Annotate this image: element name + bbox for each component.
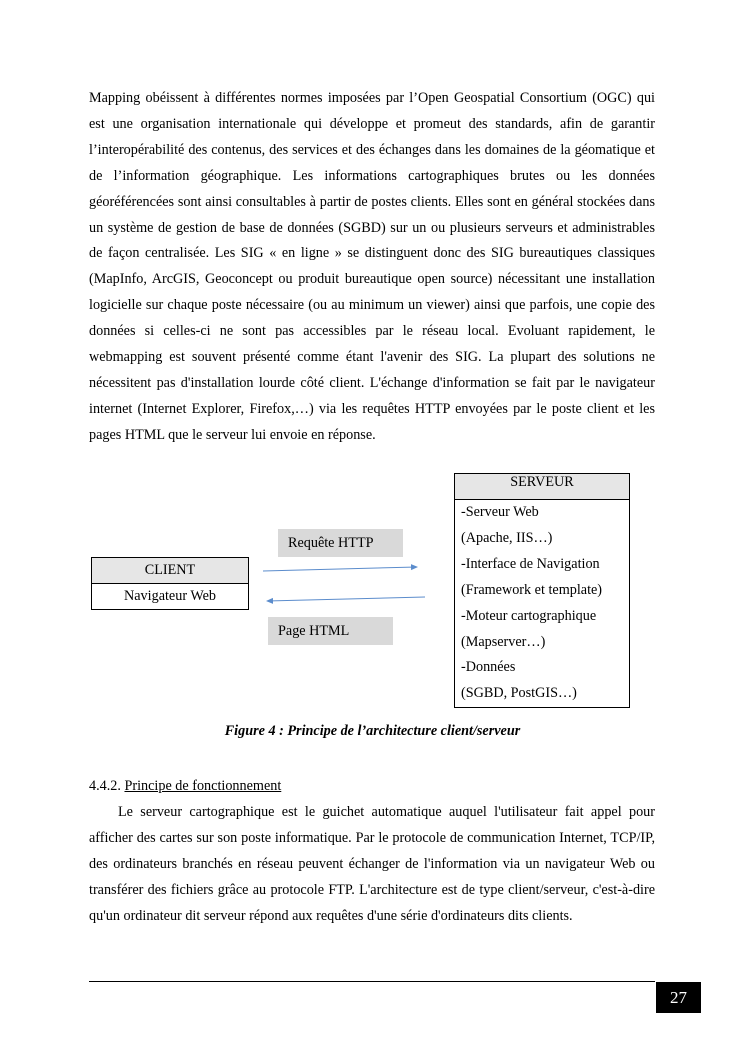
- footer-divider: [89, 981, 655, 982]
- figure-caption: Figure 4 : Principe de l’architecture client/serveur: [224, 723, 521, 739]
- section-title: Principe de fonctionnement: [124, 778, 282, 794]
- server-item: (Apache, IIS…): [461, 529, 553, 546]
- server-component-list: [455, 500, 629, 707]
- response-arrow: [267, 597, 425, 601]
- client-box: [91, 557, 249, 610]
- page-number: 27: [656, 982, 701, 1013]
- server-item: (Mapserver…): [461, 633, 546, 650]
- client-box-body: Navigateur Web: [124, 588, 216, 604]
- server-box-title: SERVEUR: [455, 474, 629, 500]
- request-arrow: [263, 567, 417, 571]
- server-box: [454, 473, 630, 708]
- body-paragraph-1: Mapping obéissent à différentes normes imposées par l’Open Geospatial Consortium (OGC) qui est une organisation internationale qui développe et promeut des standards, afin de garantir l’interopérabilité des contenus, des services et des échanges dans les domaines de la géomatique et de l’information géographique. Les informations cartographiques brutes ou les données géoréférencées sont ainsi consultables à partir de postes clients. Elles sont en général stockées dans un système de gestion de base de données (SGBD) sur un ou plusieurs serveurs et administrables de façon centralisée. Les SIG « en ligne » se distinguent donc des SIG bureautiques classiques (MapInfo, ArcGIS, Geoconcept ou produit bureautique open source) nécessitant une installation logicielle sur chaque poste nécessaire (ou au minimum un viewer) ainsi que parfois, une copie des données si celles-ci ne sont pas accessibles par le réseau local. Evoluant rapidement, le webmapping est souvent présenté comme étant l'avenir des SIG. La plupart des solutions ne nécessitent pas d'installation lourde côté client. L'échange d'information se fait par le navigateur internet (Internet Explorer, Firefox,…) via les requêtes HTTP envoyées par le poste client et les pages HTML que le serveur lui envoie en réponse.: [89, 90, 655, 443]
- server-item: (Framework et template): [461, 581, 603, 598]
- section-number: 4.4.2.: [89, 778, 121, 794]
- body-paragraph-2: Le serveur cartographique est le guichet automatique auquel l'utilisateur fait appel pour afficher des cartes sur son poste informatique. Par le protocole de communication Internet, TCP/IP, des ordinateurs branchés en réseau peuvent échanger de l'information via un navigateur Web ou transférer des fichiers grâce au protocole FTP. L'architecture est de type client/serveur, c'est-à-dire qu'un ordinateur dit serveur répond aux requêtes d'une série d'ordinateurs dits clients.: [89, 804, 655, 924]
- server-item: -Moteur cartographique: [461, 607, 597, 624]
- server-item: -Interface de Navigation: [461, 555, 600, 572]
- html-page-label: Page HTML: [268, 617, 393, 645]
- server-item: -Données: [461, 659, 516, 676]
- server-item: -Serveur Web: [461, 504, 539, 520]
- server-item: (SGBD, PostGIS…): [461, 685, 577, 702]
- section-heading: [89, 775, 281, 797]
- client-box-title: CLIENT: [92, 558, 248, 584]
- http-request-label: Requête HTTP: [278, 529, 403, 557]
- request-response-arrows: [255, 558, 435, 614]
